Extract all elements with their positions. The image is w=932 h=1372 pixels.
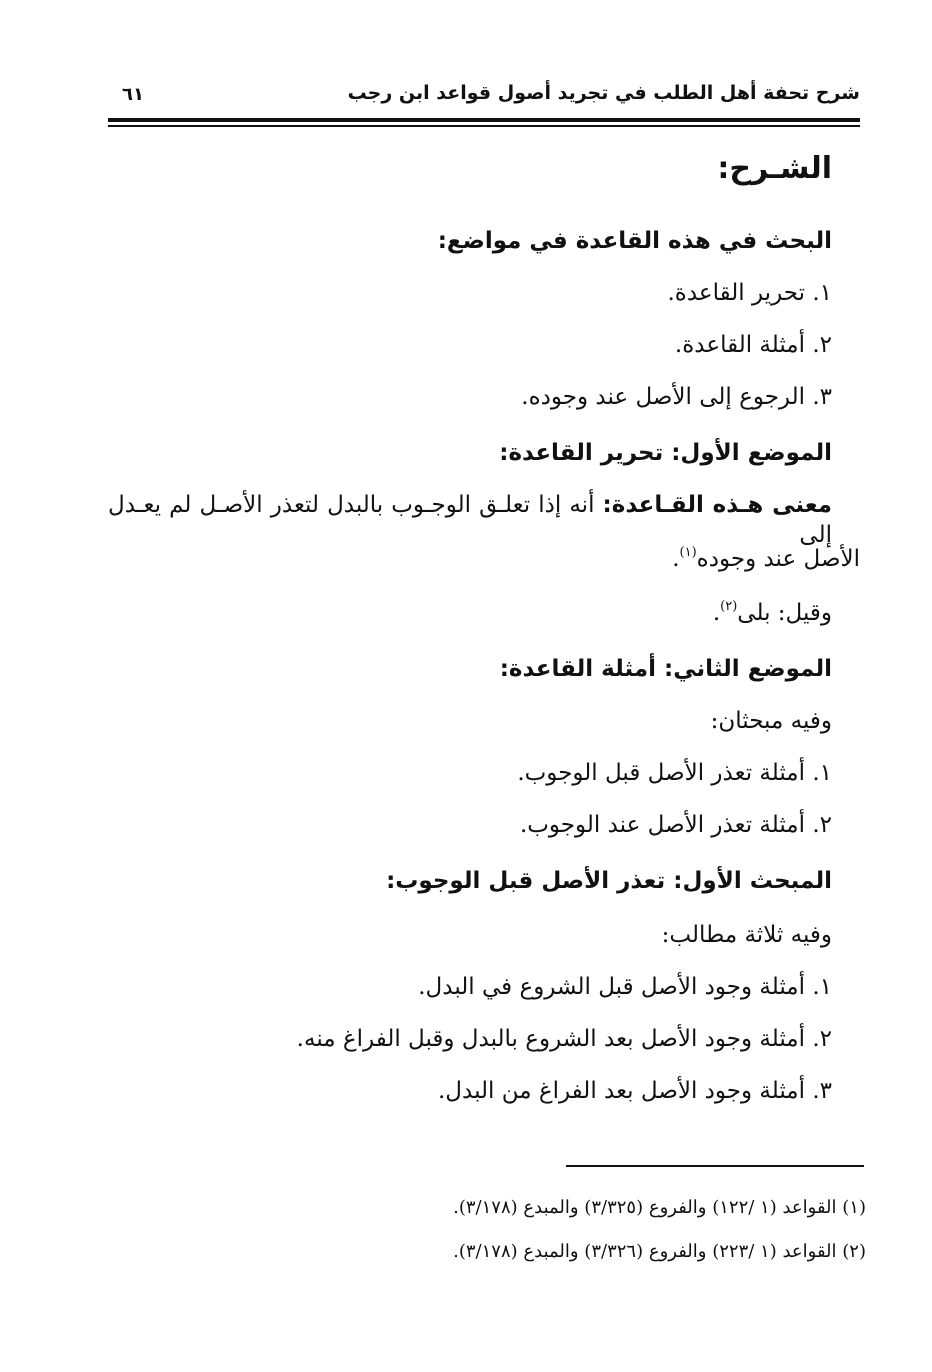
qila-end: . [712, 600, 721, 626]
meaning-text: أنه إذا تعلـق الوجـوب بالبدل لتعذر الأصـل لم يعـدل إلى [108, 492, 832, 548]
list-item: ١. أمثلة وجود الأصل قبل الشروع في البدل. [418, 974, 832, 1000]
meaning-paragraph [108, 490, 832, 550]
footnote: (١) القواعد (١ /١٢٢) والفروع (٣/٣٢٥) والمبدع (٣/١٧٨). [453, 1197, 866, 1218]
header-rule-thin [108, 125, 860, 127]
sharh-heading: الشـرح: [717, 151, 832, 186]
meaning-end: . [672, 546, 680, 572]
mabhath1-intro: وفيه ثلاثة مطالب: [661, 922, 832, 948]
list-item: ٢. أمثلة تعذر الأصل عند الوجوب. [519, 812, 832, 838]
footnote-ref: (١) [679, 545, 697, 560]
header-rule-thick [108, 118, 860, 122]
intro-heading: البحث في هذه القاعدة في مواضع: [437, 228, 832, 254]
list-item: ٣. الرجوع إلى الأصل عند وجوده. [521, 384, 832, 410]
page-number: ٦١ [122, 84, 144, 105]
meaning-label: معنى هـذه القـاعدة: [602, 492, 832, 518]
section1-heading: الموضع الأول: تحرير القاعدة: [499, 440, 832, 466]
section2-intro: وفيه مبحثان: [710, 708, 832, 734]
list-item: ٣. أمثلة وجود الأصل بعد الفراغ من البدل. [437, 1078, 832, 1104]
list-item: ٢. أمثلة وجود الأصل بعد الشروع بالبدل وقبل الفراغ منه. [296, 1026, 832, 1052]
mabhath1-heading: المبحث الأول: تعذر الأصل قبل الوجوب: [386, 868, 832, 894]
book-title: شرح تحفة أهل الطلب في تجريد أصول قواعد ابن رجب [347, 82, 860, 104]
list-item: ١. أمثلة تعذر الأصل قبل الوجوب. [517, 760, 832, 786]
qila-line [713, 598, 832, 628]
list-item: ١. تحرير القاعدة. [667, 280, 832, 306]
footnote-separator [566, 1165, 864, 1167]
list-item: ٢. أمثلة القاعدة. [674, 332, 832, 358]
meaning-continuation [672, 544, 860, 574]
qila-text: وقيل: بلى [737, 600, 832, 626]
footnote: (٢) القواعد (١ /٢٢٣) والفروع (٣/٣٢٦) والمبدع (٣/١٧٨). [453, 1241, 866, 1262]
running-header [108, 82, 860, 118]
meaning-cont-text: الأصل عند وجوده [696, 546, 860, 572]
footnote-ref: (٢) [720, 599, 738, 614]
section2-heading: الموضع الثاني: أمثلة القاعدة: [499, 656, 832, 682]
